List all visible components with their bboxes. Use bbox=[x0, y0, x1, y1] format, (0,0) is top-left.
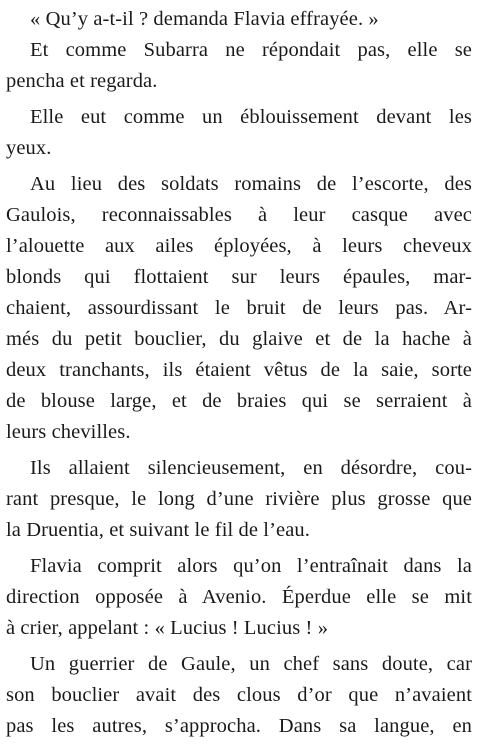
text-line: Au lieu des soldats romains de l’escorte, des bbox=[30, 173, 472, 195]
text-line: rant presque, le long d’une rivière plus grosse que bbox=[6, 488, 472, 510]
text-line: la Druentia, et suivant le fil de l’eau. bbox=[6, 519, 310, 541]
text-line: Flavia comprit alors qu’on l’entraînait dans la bbox=[30, 555, 472, 577]
text-line: « Qu’y a-t-il ? demanda Flavia effrayée. » bbox=[30, 8, 379, 30]
text-line: Gaulois, reconnaissables à leur casque avec bbox=[6, 204, 472, 226]
text-line: deux tranchants, ils étaient vêtus de la saie, sorte bbox=[6, 359, 472, 381]
text-line: yeux. bbox=[6, 137, 52, 159]
text-line: de blouse large, et de braies qui se serraient à bbox=[6, 390, 472, 412]
text-line: direction opposée à Avenio. Éperdue elle se mit bbox=[6, 586, 472, 608]
text-line: Ils allaient silencieusement, en désordre, cou- bbox=[30, 457, 472, 479]
text-line: pencha et regarda. bbox=[6, 70, 158, 92]
text-line: Et comme Subarra ne répondait pas, elle se bbox=[30, 39, 472, 61]
text-line: son bouclier avait des clous d’or que n’avaient bbox=[6, 684, 472, 706]
text-line: pas les autres, s’approcha. Dans sa langue, en bbox=[6, 715, 472, 737]
text-line: més du petit bouclier, du glaive et de la hache à bbox=[6, 328, 472, 350]
text-line: l’alouette aux ailes éployées, à leurs cheveux bbox=[6, 235, 472, 257]
text-line: chaient, assourdissant le bruit de leurs pas. Ar- bbox=[6, 297, 472, 319]
text-line: Un guerrier de Gaule, un chef sans doute, car bbox=[30, 653, 472, 675]
text-line: blonds qui flottaient sur leurs épaules, mar- bbox=[6, 266, 472, 288]
text-line: leurs chevilles. bbox=[6, 421, 131, 443]
text-line: Elle eut comme un éblouissement devant les bbox=[30, 106, 472, 128]
book-page bbox=[6, 2, 472, 748]
text-line: à crier, appelant : « Lucius ! Lucius ! » bbox=[6, 617, 329, 639]
